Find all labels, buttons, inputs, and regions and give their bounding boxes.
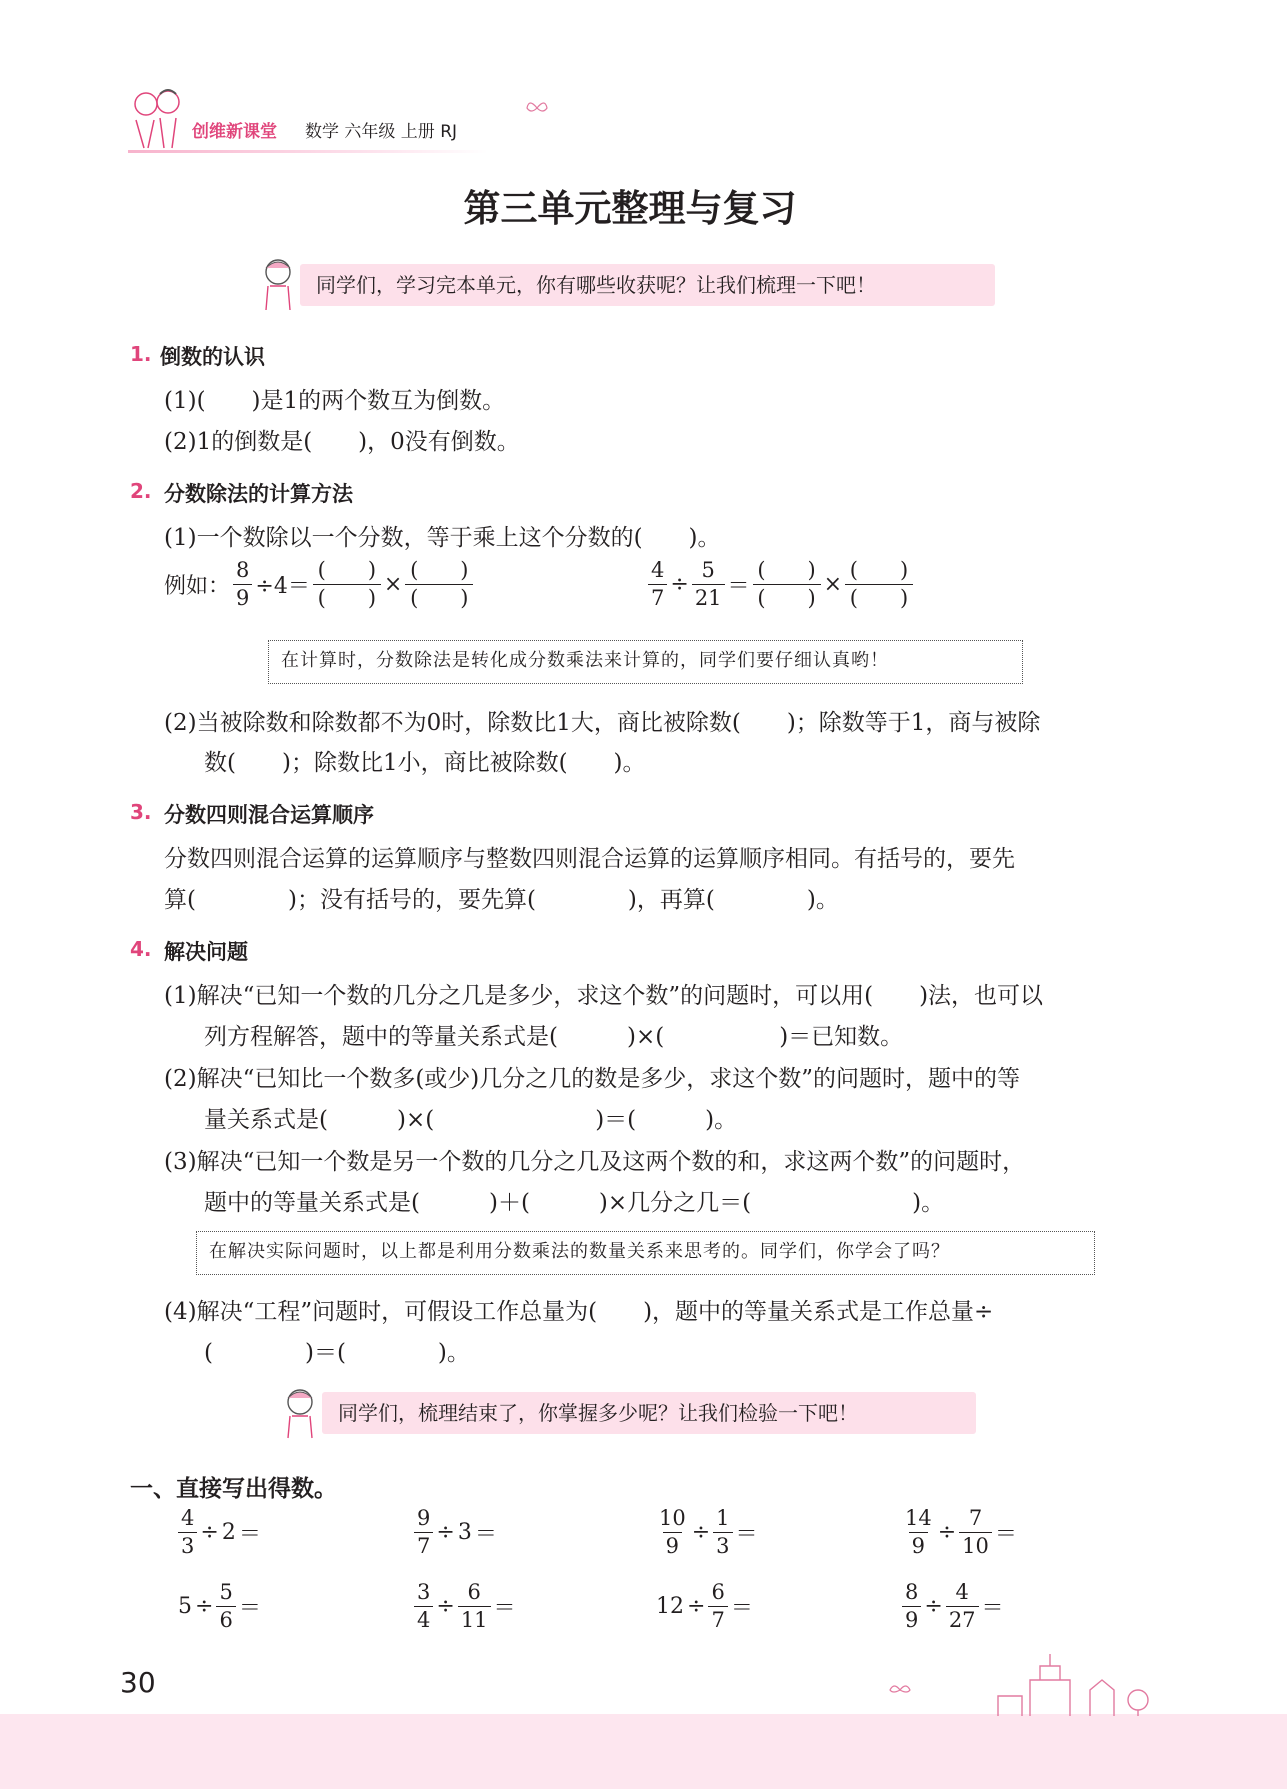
text-line: (2)当被除数和除数都不为0时，除数比1大，商比被除数( )；除数等于1，商与被除 xyxy=(164,710,1041,736)
tip-box: 在解决实际问题时，以上都是利用分数乘法的数量关系来思考的。同学们，你学会了吗？ xyxy=(196,1231,1095,1275)
castle-doodle-icon xyxy=(880,1650,1170,1720)
fraction: $\frac{5}{21}$ xyxy=(692,560,725,609)
text-line: 量关系式是( )×( )＝( )。 xyxy=(204,1107,738,1133)
exercise-item xyxy=(414,1582,516,1631)
fraction: $\frac{3}{4}$ xyxy=(414,1582,433,1631)
equals-sign: ＝ xyxy=(474,1522,497,1547)
expression-text: ÷4＝ xyxy=(255,574,310,599)
equals-sign: ＝ xyxy=(238,1522,261,1547)
text-line: 数( )；除数比1小，商比被除数( )。 xyxy=(204,750,646,776)
fraction: $\frac{8}{9}$ xyxy=(233,560,252,609)
example-expression-1 xyxy=(164,560,473,609)
fraction: $\frac{8}{9}$ xyxy=(902,1582,921,1631)
whole-number: 2 xyxy=(221,1520,236,1545)
exercise-item xyxy=(178,1582,261,1631)
text-line: 题中的等量关系式是( )＋( )×几分之几＝( )。 xyxy=(204,1190,945,1216)
divide-sign: ÷ xyxy=(691,1520,711,1545)
section-title: 解决问题 xyxy=(164,940,248,964)
blank-fraction: $\frac{( )}{( )}$ xyxy=(405,560,473,609)
example-expression-2 xyxy=(648,560,913,609)
example-label: 例如： xyxy=(164,574,231,599)
text-line: (1)( )是1的两个数互为倒数。 xyxy=(164,388,506,414)
times-sign: × xyxy=(383,572,403,597)
text-line: ( )＝( )。 xyxy=(204,1340,470,1366)
equals-sign: ＝ xyxy=(994,1522,1017,1547)
exercise-item xyxy=(656,1508,758,1557)
student-mascot-icon xyxy=(258,256,298,314)
text-line: (1)一个数除以一个分数，等于乘上这个分数的( )。 xyxy=(164,525,721,551)
fraction: $\frac{4}{7}$ xyxy=(648,560,667,609)
blank-fraction: $\frac{( )}{( )}$ xyxy=(753,560,821,609)
brand-name: 创维新课堂 xyxy=(192,122,277,142)
text-line: (2)1的倒数是( )，0没有倒数。 xyxy=(164,429,520,455)
exercise-item xyxy=(902,1508,1017,1557)
page-number: 30 xyxy=(120,1666,156,1699)
text-line: 算( )；没有括号的，要先算( )，再算( )。 xyxy=(164,887,839,913)
fraction: $\frac{5}{6}$ xyxy=(216,1582,235,1631)
exercise-item xyxy=(178,1508,261,1557)
section-title: 分数四则混合运算顺序 xyxy=(164,803,374,827)
text-line: (3)解决“已知一个数是另一个数的几分之几及这两个数的和，求这两个数”的问题时， xyxy=(164,1149,1026,1175)
fraction: $\frac{6}{7}$ xyxy=(708,1582,727,1631)
section-title: 倒数的认识 xyxy=(160,345,265,369)
section-title: 分数除法的计算方法 xyxy=(164,482,353,506)
review-check-banner: 同学们，梳理结束了，你掌握多少呢？让我们检验一下吧！ xyxy=(322,1392,976,1434)
butterfly-icon xyxy=(526,100,548,116)
divide-sign: ÷ xyxy=(436,1594,455,1619)
kids-mascot-icon xyxy=(126,86,188,154)
blank-fraction: $\frac{( )}{( )}$ xyxy=(313,560,381,609)
whole-number: 12 xyxy=(656,1594,684,1619)
divide-sign: ÷ xyxy=(687,1594,706,1619)
tip-box: 在计算时，分数除法是转化成分数乘法来计算的，同学们要仔细认真哟！ xyxy=(268,640,1023,684)
divide-sign: ÷ xyxy=(200,1520,219,1545)
blank-fraction: $\frac{( )}{( )}$ xyxy=(845,560,913,609)
fraction: $\frac{10}{9}$ xyxy=(659,1506,686,1558)
fraction: $\frac{1}{3}$ xyxy=(713,1508,732,1557)
equals-sign: ＝ xyxy=(735,1522,758,1547)
fraction: $\frac{14}{9}$ xyxy=(905,1506,932,1558)
section-number: 3. xyxy=(130,800,152,824)
equals-sign: ＝ xyxy=(727,574,750,599)
text-line: 列方程解答，题中的等量关系式是( )×( )＝已知数。 xyxy=(204,1024,904,1050)
divide-sign: ÷ xyxy=(436,1520,455,1545)
divide-sign: ÷ xyxy=(670,572,689,597)
review-intro-banner: 同学们，学习完本单元，你有哪些收获呢？让我们梳理一下吧！ xyxy=(300,264,995,306)
page-title: 第三单元整理与复习 xyxy=(463,187,797,230)
whole-number: 5 xyxy=(178,1594,192,1619)
times-sign: × xyxy=(823,572,842,597)
equals-sign: ＝ xyxy=(238,1596,261,1621)
text-line: (1)解决“已知一个数的几分之几是多少，求这个数”的问题时，可以用( )法，也可以 xyxy=(164,983,1044,1009)
text-line: (2)解决“已知比一个数多(或少)几分之几的数是多少，求这个数”的问题时，题中的等 xyxy=(164,1066,1021,1092)
section-number: 4. xyxy=(130,937,152,961)
exercise-title: 一、直接写出得数。 xyxy=(130,1476,337,1502)
footer-band xyxy=(0,1714,1287,1789)
section-number: 2. xyxy=(130,479,152,503)
subject-label: 数学 六年级 上册 RJ xyxy=(305,122,458,142)
whole-number: 3 xyxy=(457,1520,472,1545)
fraction: $\frac{6}{11}$ xyxy=(458,1582,491,1631)
divide-sign: ÷ xyxy=(924,1594,943,1619)
fraction: $\frac{7}{10}$ xyxy=(959,1508,992,1557)
fraction: $\frac{4}{3}$ xyxy=(178,1508,197,1557)
divide-sign: ÷ xyxy=(195,1594,214,1619)
text-line: (4)解决“工程”问题时，可假设工作总量为( )，题中的等量关系式是工作总量÷ xyxy=(164,1299,994,1325)
divide-sign: ÷ xyxy=(937,1520,957,1545)
text-line: 分数四则混合运算的运算顺序与整数四则混合运算的运算顺序相同。有括号的，要先 xyxy=(164,846,1015,872)
exercise-item xyxy=(656,1582,753,1631)
exercise-item xyxy=(414,1508,497,1557)
student-mascot-icon xyxy=(280,1386,320,1442)
exercise-item xyxy=(902,1582,1004,1631)
equals-sign: ＝ xyxy=(730,1596,753,1621)
equals-sign: ＝ xyxy=(981,1596,1004,1621)
section-number: 1. xyxy=(130,342,152,366)
equals-sign: ＝ xyxy=(493,1596,516,1621)
fraction: $\frac{4}{27}$ xyxy=(946,1582,979,1631)
fraction: $\frac{9}{7}$ xyxy=(414,1508,433,1557)
